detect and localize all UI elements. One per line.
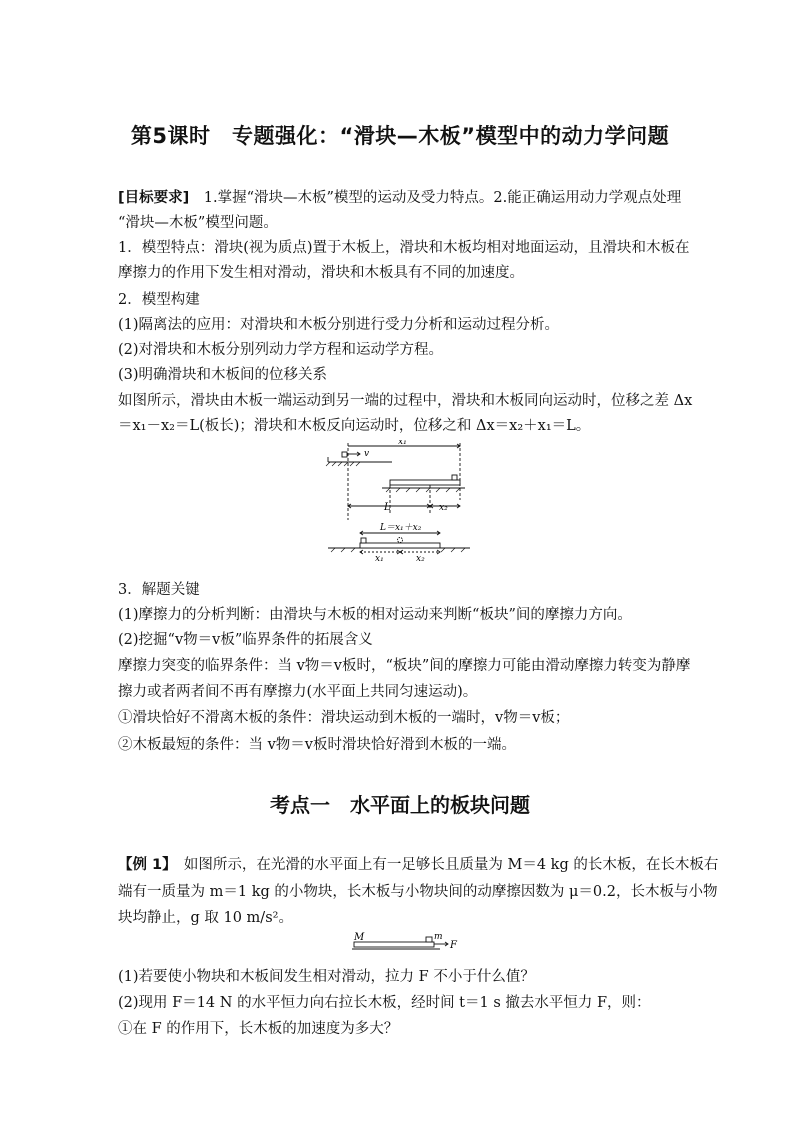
example_lines-line [118, 965, 535, 986]
example_lines-line [118, 853, 718, 874]
example_lines-line [118, 1017, 398, 1038]
lines-line [118, 706, 569, 727]
lines-line [118, 288, 200, 309]
fig2-m-label: m [434, 932, 443, 942]
lines-text: 3．解题关键 [118, 582, 200, 598]
fig1-x2-label: x₂ [439, 503, 448, 513]
lines-text: 擦力或者两者间不再有摩擦力(水平面上共同匀速运动)。 [118, 684, 478, 700]
lines-line [118, 733, 516, 754]
lines-text: ①滑块恰好不滑离木板的条件：滑块运动到木板的一端时，v物＝v板； [118, 710, 570, 726]
example_lines-text: (2)现用 F＝14 N 的水平恒力向右拉长木板，经时间 t＝1 s 撤去水平恒力 F，则： [118, 995, 651, 1011]
lines-text: 摩擦力突变的临界条件：当 v物＝v板时，“板块”间的摩擦力可能由滑动摩擦力转变为静摩 [118, 658, 691, 674]
example_lines-text: ①在 F 的作用下，长木板的加速度为多大？ [118, 1021, 399, 1037]
lines-text: (1)摩擦力的分析判断：由滑块与木板的相对运动来判断“板块”间的摩擦力方向。 [118, 607, 632, 623]
fig1-v-label: v [364, 449, 370, 459]
lines-line [118, 261, 524, 282]
fig1-Lsum-label: L＝x₁＋x₂ [380, 523, 422, 533]
lines-line [118, 628, 373, 649]
lines-text: (2)对滑块和木板分别列动力学方程和运动学方程。 [118, 342, 444, 358]
lines-text: “滑块—木板”模型问题。 [118, 215, 278, 231]
example_lines-text: 端有一质量为 m＝1 kg 的小物块，长木板与小物块间的动摩擦因数为 μ＝0.2，长木板与小物 [118, 884, 718, 900]
lines-line [118, 603, 632, 624]
example_lines-text: 如图所示，在光滑的水平面上有一足够长且质量为 M＝4 kg 的长木板，在长木板右 [169, 857, 719, 873]
example_lines-tag: 【例 1】 [118, 857, 170, 873]
lines-text: (2)挖掘“v物＝v板”临界条件的拓展含义 [118, 632, 373, 648]
example_lines-line [118, 880, 717, 901]
example_lines-line [118, 991, 651, 1012]
board-force-diagram [350, 932, 460, 956]
lines-text: (3)明确滑块和木板间的位移关系 [118, 367, 328, 383]
lines-text: 1.掌握“滑块—木板”模型的运动及受力特点。2.能正确运用动力学观点处理 [189, 190, 682, 206]
lines-text: 如图所示，滑块由木板一端运动到另一端的过程中，滑块和木板同向运动时，位移之差 Δx [118, 393, 693, 409]
lines-text: ②木板最短的条件：当 v物＝v板时滑块恰好滑到木板的一端。 [118, 737, 516, 753]
lines-line [118, 236, 690, 257]
example_lines-line [118, 906, 293, 927]
fig2-M-label: M [354, 932, 365, 943]
lines-line [118, 414, 590, 435]
fig1-x1-bottom-label: x₁ [375, 554, 384, 564]
lines-line [118, 313, 559, 334]
lines-text: ＝x₁－x₂＝L(板长)；滑块和木板反向运动时，位移之和 Δx＝x₂＋x₁＝L。 [118, 418, 591, 434]
lines-text: 2．模型构建 [118, 292, 200, 308]
example_lines-text: (1)若要使小物块和木板间发生相对滑动，拉力 F 不小于什么值？ [118, 969, 535, 985]
example_lines-text: 块均静止，g 取 10 m/s²。 [118, 910, 293, 926]
fig1-x2-bottom-label: x₂ [416, 554, 425, 564]
fig2-F-label: F [450, 940, 457, 951]
lines-text: 摩擦力的作用下发生相对滑动，滑块和木板具有不同的加速度。 [118, 265, 524, 281]
lines-line [118, 211, 278, 232]
lines-tag: [目标要求] [118, 190, 190, 206]
fig1-L-label: L [384, 502, 391, 513]
slider-board-diagram [320, 440, 490, 565]
lines-text: 1．模型特点：滑块(视为质点)置于木板上，滑块和木板均相对地面运动，且滑块和木板在 [118, 240, 690, 256]
section-heading: 考点一 水平面上的板块问题 [270, 793, 530, 817]
lines-line [118, 186, 681, 207]
lines-line [118, 680, 477, 701]
lines-line [118, 654, 690, 675]
lines-text: (1)隔离法的应用：对滑块和木板分别进行受力分析和运动过程分析。 [118, 317, 560, 333]
lines-line [118, 389, 692, 410]
fig1-x1-top-label: x₁ [398, 440, 407, 447]
lines-line [118, 578, 200, 599]
lines-line [118, 338, 443, 359]
lines-line [118, 363, 327, 384]
page-title: 第5课时 专题强化：“滑块—木板”模型中的动力学问题 [130, 124, 670, 148]
